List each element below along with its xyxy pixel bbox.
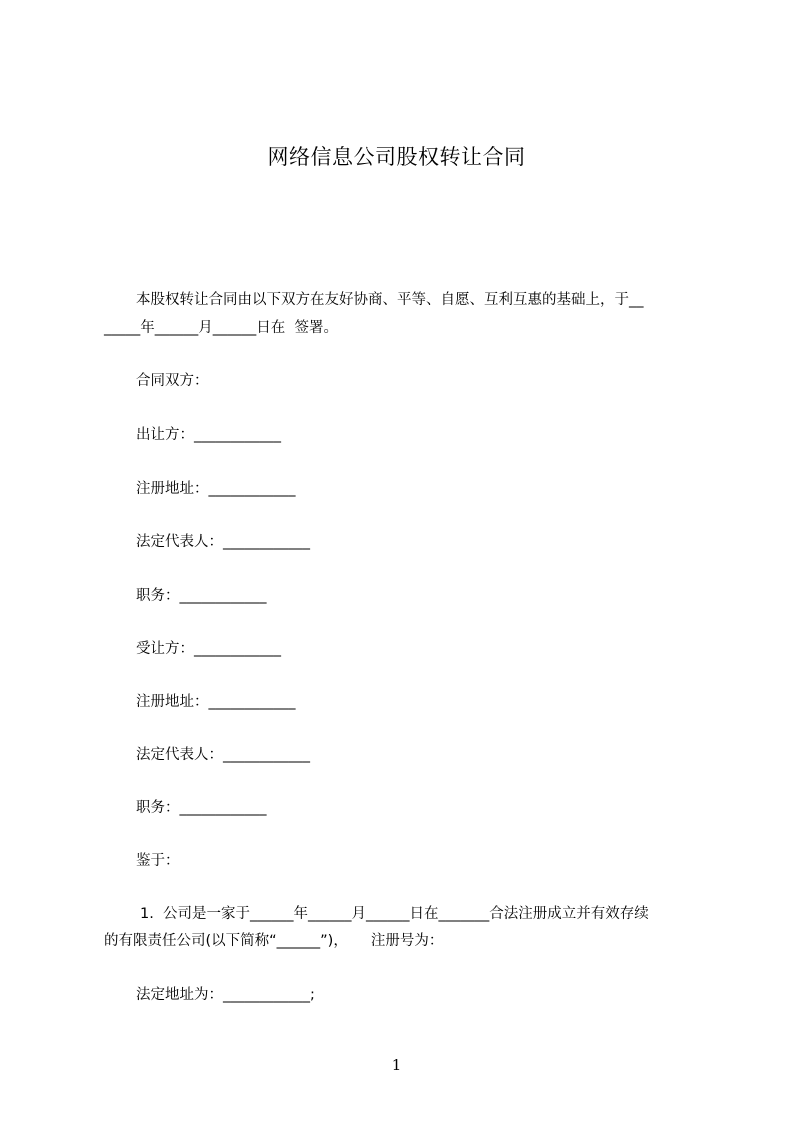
document-title: 网络信息公司股权转让合同 bbox=[267, 145, 526, 169]
intro-paragraph-line-2: _____年______月______日在 签署。 bbox=[104, 320, 338, 336]
transferor-address-field: 注册地址：____________ bbox=[136, 481, 296, 497]
transferee-title-field: 职务：____________ bbox=[136, 800, 267, 816]
page-number: 1 bbox=[391, 1056, 402, 1074]
transferee-representative-field: 法定代表人：____________ bbox=[136, 747, 310, 763]
transferee-field: 受让方：____________ bbox=[136, 641, 281, 657]
transferor-field: 出让方：____________ bbox=[136, 427, 281, 443]
parties-heading: 合同双方： bbox=[136, 373, 209, 389]
legal-address-field: 法定地址为：____________; bbox=[136, 987, 315, 1003]
intro-paragraph-line-1: 本股权转让合同由以下双方在友好协商、平等、自愿、互利互惠的基础上，于__ bbox=[136, 292, 644, 308]
whereas-heading: 鉴于： bbox=[136, 853, 180, 869]
transferor-representative-field: 法定代表人：____________ bbox=[136, 534, 310, 550]
transferor-title-field: 职务：____________ bbox=[136, 588, 267, 604]
clause-1-line-2: 的有限责任公司(以下简称“______”)， 注册号为： bbox=[104, 933, 444, 949]
transferee-address-field: 注册地址：____________ bbox=[136, 694, 296, 710]
clause-1-line-1: 1. 公司是一家于______年______月______日在_______合法注册成立并有效存续 bbox=[140, 906, 649, 922]
